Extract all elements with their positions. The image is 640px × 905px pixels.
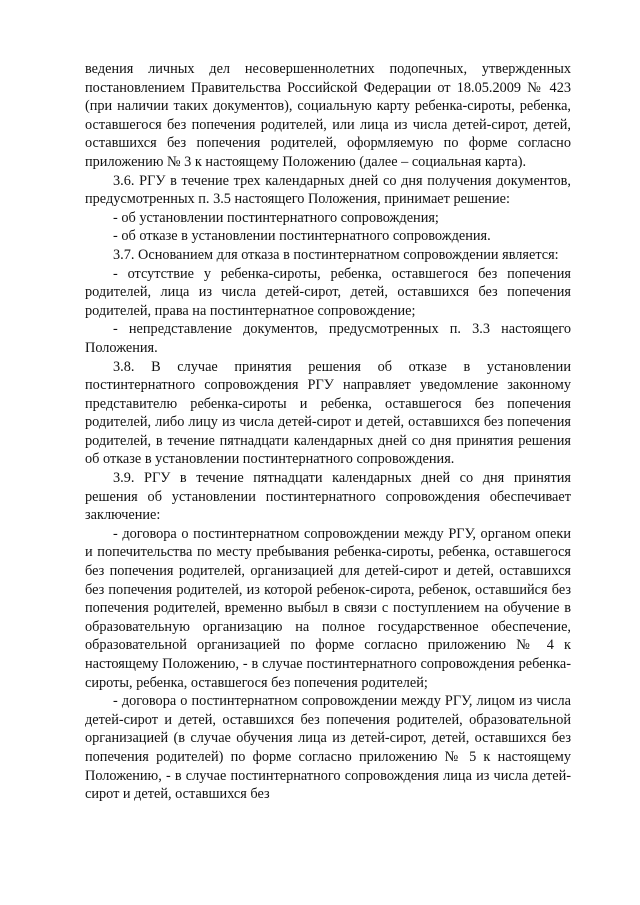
list-item-refusal-reason-2: - непредставление документов, предусмотренных п. 3.3 настоящего Положения. (85, 321, 571, 356)
paragraph-3-6: 3.6. РГУ в течение трех календарных дней со дня получения документов, предусмотренных п. 3.5 настоящего Положения, принимает решение: (85, 172, 571, 208)
list-item-contract-child: - договора о постинтернатном сопровождении между РГУ, органом опеки и попечительства по месту пребывания ребенка-сироты, ребенка, оставшегося без попечения родителей, организацией для детей-сирот и детей, оставшихся без попечения родителей, из которой ребенок-сирота, ребенок, оставшийся без попечения родителей, временно выбыл в связи с поступлением на обучение в образовательную организацию на полное государственное обеспечение, образовательной организацией по форме согласно приложению № 4 к настоящему Положению, - в случае постинтернатного сопровождения ребенка-сироты, ребенка, оставшегося без попечения родителей; (85, 525, 571, 691)
list-item-contract-person: - договора о постинтернатном сопровождении между РГУ, лицом из числа детей-сирот и детей, оставшихся без попечения родителей, образовательной организацией (в случае обучения лица из детей-сирот, детей, оставшихся без попечения родителей) по форме согласно приложению № 5 к настоящему Положению, - в случае постинтернатного сопровождения лица из числа детей-сирот и детей, оставшихся без (85, 693, 571, 803)
list-item-refusal-reason-1: - отсутствие у ребенка-сироты, ребенка, оставшегося без попечения родителей, лица из числа детей-сирот, детей, оставшихся без попечения родителей, права на постинтернатное сопровождение; (85, 265, 571, 319)
paragraph-3-8: 3.8. В случае принятия решения об отказе в установлении постинтернатного сопровождения РГУ направляет уведомление законному представителю ребенка-сироты и ребенка, оставшегося без попечения родителей, либо лицу из числа детей-сирот и детей, оставшихся без попечения родителей, в течение пятнадцати календарных дней со дня принятия решения об отказе в установлении постинтернатного сопровождения. (85, 358, 571, 468)
list-item-decision-approve: - об установлении постинтернатного сопровождения; (113, 209, 439, 226)
paragraph-continuation: ведения личных дел несовершеннолетних подопечных, утвержденных постановлением Правительства Российской Федерации от 18.05.2009 № 423 (при наличии таких документов), социальную карту ребенка-сироты, ребенка, оставшегося без попечения родителей, или лица из числа детей-сирот, детей, оставшихся без попечения родителей, оформляемую по форме согласно приложению № 3 к настоящему Положению (далее – социальная карта). (85, 61, 571, 170)
document-page (85, 60, 571, 804)
paragraph-3-7: 3.7. Основанием для отказа в постинтернатном сопровождении является: (113, 246, 559, 263)
paragraph-3-9: 3.9. РГУ в течение пятнадцати календарных дней со дня принятия решения об установлении постинтернатного сопровождения обеспечивает заключение: (85, 470, 571, 524)
list-item-decision-refuse: - об отказе в установлении постинтернатного сопровождения. (113, 228, 491, 245)
